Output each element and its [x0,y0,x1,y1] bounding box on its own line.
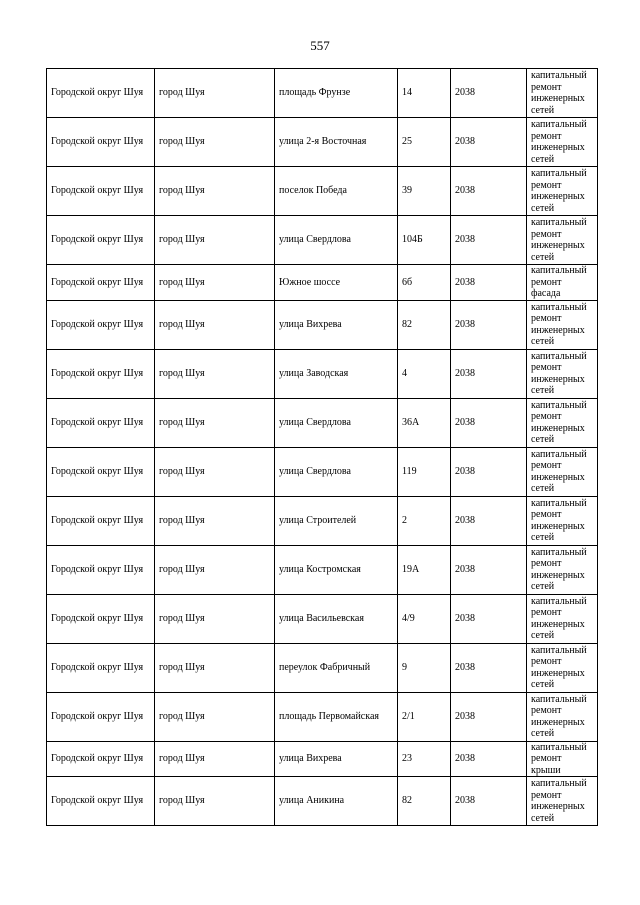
cell-street: площадь Первомайская [275,692,398,741]
cell-year: 2038 [451,741,527,777]
cell-municipality: Городской округ Шуя [47,643,155,692]
cell-municipality: Городской округ Шуя [47,692,155,741]
cell-settlement: город Шуя [155,447,275,496]
cell-work-type: капитальный ремонт инженерных сетей [527,118,598,167]
cell-year: 2038 [451,594,527,643]
cell-settlement: город Шуя [155,69,275,118]
cell-settlement: город Шуя [155,777,275,826]
cell-street: улица Аникина [275,777,398,826]
cell-year: 2038 [451,69,527,118]
cell-house-number: 4/9 [398,594,451,643]
cell-work-type: капитальный ремонт инженерных сетей [527,216,598,265]
cell-street: улица Костромская [275,545,398,594]
cell-street: улица Заводская [275,349,398,398]
cell-settlement: город Шуя [155,692,275,741]
cell-municipality: Городской округ Шуя [47,594,155,643]
cell-municipality: Городской округ Шуя [47,741,155,777]
cell-municipality: Городской округ Шуя [47,118,155,167]
cell-settlement: город Шуя [155,265,275,301]
cell-settlement: город Шуя [155,349,275,398]
cell-settlement: город Шуя [155,594,275,643]
cell-street: улица Свердлова [275,216,398,265]
cell-street: площадь Фрунзе [275,69,398,118]
cell-year: 2038 [451,692,527,741]
cell-work-type: капитальный ремонт инженерных сетей [527,777,598,826]
cell-work-type: капитальный ремонт инженерных сетей [527,349,598,398]
cell-work-type: капитальный ремонт инженерных сетей [527,643,598,692]
table-row [47,349,598,398]
cell-house-number: 9 [398,643,451,692]
cell-year: 2038 [451,300,527,349]
cell-work-type: капитальный ремонт инженерных сетей [527,545,598,594]
cell-year: 2038 [451,398,527,447]
cell-house-number: 25 [398,118,451,167]
cell-year: 2038 [451,643,527,692]
cell-house-number: 119 [398,447,451,496]
table-row [47,594,598,643]
cell-street: улица Вихрева [275,300,398,349]
table-row [47,118,598,167]
table-row [47,777,598,826]
cell-street: улица Строителей [275,496,398,545]
cell-street: поселок Победа [275,167,398,216]
table-row [47,69,598,118]
cell-house-number: 2/1 [398,692,451,741]
cell-settlement: город Шуя [155,300,275,349]
cell-municipality: Городской округ Шуя [47,496,155,545]
cell-work-type: капитальный ремонт инженерных сетей [527,496,598,545]
cell-street: улица Вихрева [275,741,398,777]
table-row [47,545,598,594]
cell-work-type: капитальный ремонт крыши [527,741,598,777]
cell-work-type: капитальный ремонт фасада [527,265,598,301]
table-row [47,447,598,496]
cell-work-type: капитальный ремонт инженерных сетей [527,594,598,643]
cell-work-type: капитальный ремонт инженерных сетей [527,300,598,349]
cell-street: улица Свердлова [275,398,398,447]
table-row [47,496,598,545]
cell-year: 2038 [451,118,527,167]
cell-house-number: 19А [398,545,451,594]
table-row [47,741,598,777]
cell-municipality: Городской округ Шуя [47,216,155,265]
cell-work-type: капитальный ремонт инженерных сетей [527,447,598,496]
cell-municipality: Городской округ Шуя [47,447,155,496]
cell-work-type: капитальный ремонт инженерных сетей [527,69,598,118]
table-row [47,692,598,741]
table-row [47,643,598,692]
table-row [47,398,598,447]
cell-year: 2038 [451,167,527,216]
cell-municipality: Городской округ Шуя [47,777,155,826]
cell-work-type: капитальный ремонт инженерных сетей [527,692,598,741]
cell-settlement: город Шуя [155,643,275,692]
cell-municipality: Городской округ Шуя [47,398,155,447]
table-row [47,216,598,265]
cell-settlement: город Шуя [155,167,275,216]
cell-municipality: Городской округ Шуя [47,69,155,118]
page-number: 557 [310,38,330,53]
table-row [47,167,598,216]
cell-settlement: город Шуя [155,741,275,777]
cell-house-number: 82 [398,777,451,826]
cell-year: 2038 [451,777,527,826]
cell-year: 2038 [451,545,527,594]
cell-year: 2038 [451,265,527,301]
cell-work-type: капитальный ремонт инженерных сетей [527,167,598,216]
cell-municipality: Городской округ Шуя [47,167,155,216]
cell-settlement: город Шуя [155,118,275,167]
cell-street: Южное шоссе [275,265,398,301]
cell-house-number: 2 [398,496,451,545]
cell-house-number: 104Б [398,216,451,265]
cell-house-number: 36А [398,398,451,447]
cell-year: 2038 [451,447,527,496]
table-row [47,300,598,349]
cell-municipality: Городской округ Шуя [47,545,155,594]
cell-house-number: 4 [398,349,451,398]
cell-house-number: 6б [398,265,451,301]
cell-year: 2038 [451,349,527,398]
cell-settlement: город Шуя [155,496,275,545]
cell-settlement: город Шуя [155,216,275,265]
cell-street: улица Свердлова [275,447,398,496]
cell-street: переулок Фабричный [275,643,398,692]
cell-year: 2038 [451,496,527,545]
table-row [47,265,598,301]
cell-municipality: Городской округ Шуя [47,265,155,301]
cell-work-type: капитальный ремонт инженерных сетей [527,398,598,447]
table-body [47,69,598,826]
cell-year: 2038 [451,216,527,265]
cell-municipality: Городской округ Шуя [47,349,155,398]
cell-municipality: Городской округ Шуя [47,300,155,349]
cell-house-number: 39 [398,167,451,216]
cell-street: улица Васильевская [275,594,398,643]
repair-schedule-table [46,68,598,826]
cell-house-number: 23 [398,741,451,777]
cell-settlement: город Шуя [155,398,275,447]
cell-house-number: 82 [398,300,451,349]
cell-house-number: 14 [398,69,451,118]
cell-settlement: город Шуя [155,545,275,594]
cell-street: улица 2-я Восточная [275,118,398,167]
